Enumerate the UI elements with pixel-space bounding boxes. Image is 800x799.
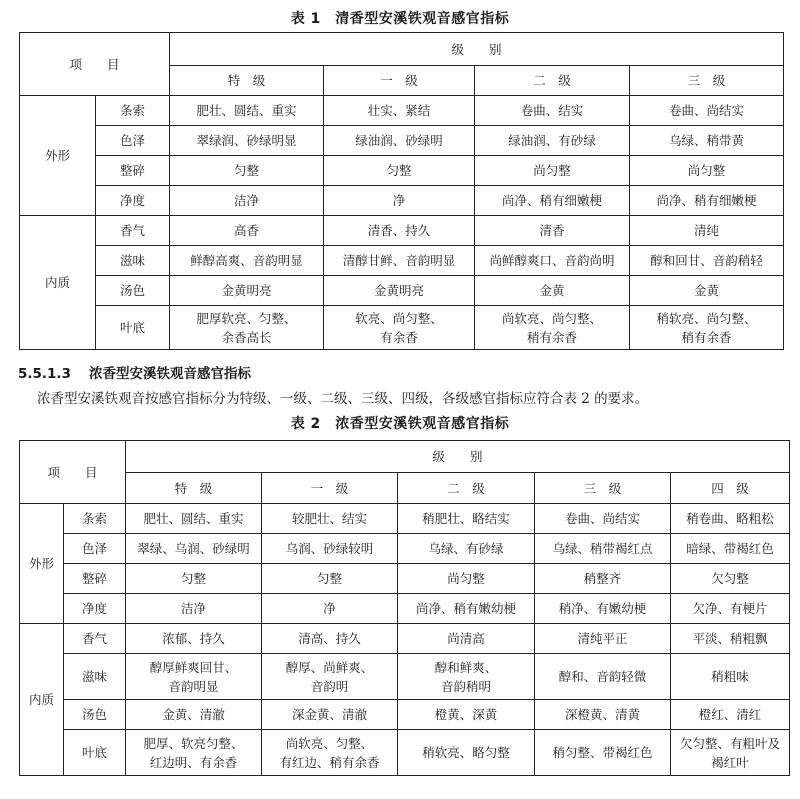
table-cell: 稍肥壮、略结实 <box>398 504 535 534</box>
attribute-label: 色泽 <box>64 534 126 564</box>
grade-header: 三 级 <box>630 66 784 96</box>
table-cell: 深橙黄、清黄 <box>535 700 671 730</box>
table-cell: 尚净、稍有细嫩梗 <box>475 186 630 216</box>
attribute-label: 汤色 <box>96 276 170 306</box>
attribute-label: 条索 <box>96 96 170 126</box>
table-cell: 翠绿润、砂绿明显 <box>170 126 324 156</box>
table-cell <box>475 306 630 350</box>
attribute-label: 净度 <box>96 186 170 216</box>
section-title: 浓香型安溪铁观音感官指标 <box>88 366 251 382</box>
item-header: 项 目 <box>20 33 170 96</box>
grade-header: 二 级 <box>475 66 630 96</box>
cell-line: 醇厚、尚鲜爽、 <box>285 659 374 675</box>
attribute-label: 叶底 <box>96 306 170 350</box>
table-cell: 醇和、音韵轻微 <box>535 654 671 700</box>
table-cell: 洁净 <box>170 186 324 216</box>
table-cell: 金黄、清澈 <box>126 700 262 730</box>
table1 <box>19 32 784 350</box>
attribute-label: 整碎 <box>64 564 126 594</box>
attribute-label: 滋味 <box>64 654 126 700</box>
table-cell: 卷曲、尚结实 <box>630 96 784 126</box>
group-label: 内质 <box>20 216 96 350</box>
cell-line: 肥厚软亮、匀整、 <box>196 310 297 326</box>
cell-line: 红边明、有余香 <box>149 754 238 770</box>
grade-header: 特 级 <box>170 66 324 96</box>
attribute-label: 净度 <box>64 594 126 624</box>
table-cell: 金黄明亮 <box>170 276 324 306</box>
table-cell <box>324 306 475 350</box>
table2-caption: 表 2 浓香型安溪铁观音感官指标 <box>290 416 510 432</box>
table-row <box>20 504 790 534</box>
table-cell: 高香 <box>170 216 324 246</box>
cell-line: 肥厚、软亮匀整、 <box>143 735 244 751</box>
table-cell: 净 <box>324 186 475 216</box>
table-cell: 醇和回甘、音韵稍轻 <box>630 246 784 276</box>
cell-line: 稍有余香 <box>527 329 578 345</box>
table-cell <box>630 306 784 350</box>
attribute-label: 香气 <box>96 216 170 246</box>
cell-line: 尚软亮、匀整、 <box>285 735 374 751</box>
table-row <box>20 730 790 776</box>
table-cell <box>262 730 398 776</box>
section-paragraph: 浓香型安溪铁观音按感官指标分为特级、一级、二级、三级、四级，各级感官指标应符合表 2 的要求。 <box>37 391 649 407</box>
table-cell: 洁净 <box>126 594 262 624</box>
table-cell: 尚匀整 <box>398 564 535 594</box>
table-cell: 绿油润、砂绿明 <box>324 126 475 156</box>
table-cell: 鲜醇高爽、音韵明显 <box>170 246 324 276</box>
cell-line: 软亮、尚匀整、 <box>355 310 443 326</box>
attribute-label: 叶底 <box>64 730 126 776</box>
table-cell: 清纯平正 <box>535 624 671 654</box>
table-cell: 浓郁、持久 <box>126 624 262 654</box>
table-cell: 卷曲、结实 <box>475 96 630 126</box>
table-cell: 金黄 <box>630 276 784 306</box>
attribute-label: 汤色 <box>64 700 126 730</box>
table-cell: 匀整 <box>126 564 262 594</box>
cell-line: 余香高长 <box>221 329 272 345</box>
table-row <box>20 186 784 216</box>
table-cell <box>398 654 535 700</box>
table-cell: 稍整齐 <box>535 564 671 594</box>
cell-line: 有余香 <box>380 329 418 345</box>
table-row <box>20 654 790 700</box>
table-cell: 深金黄、清澈 <box>262 700 398 730</box>
table-cell: 翠绿、乌润、砂绿明 <box>126 534 262 564</box>
table-row <box>20 594 790 624</box>
table-row <box>20 276 784 306</box>
attribute-label: 整碎 <box>96 156 170 186</box>
table-cell: 匀整 <box>170 156 324 186</box>
table-cell: 清高、持久 <box>262 624 398 654</box>
cell-line: 有红边、稍有余香 <box>279 754 380 770</box>
table-cell: 尚匀整 <box>475 156 630 186</box>
group-label: 内质 <box>20 624 64 776</box>
table-cell: 橙黄、深黄 <box>398 700 535 730</box>
cell-line: 稍有余香 <box>681 329 732 345</box>
table-cell: 壮实、紧结 <box>324 96 475 126</box>
table-cell: 清香 <box>475 216 630 246</box>
table-cell: 金黄 <box>475 276 630 306</box>
table-row <box>20 126 784 156</box>
cell-line: 音韵明 <box>310 678 349 694</box>
table-row <box>20 564 790 594</box>
table-cell: 乌绿、有砂绿 <box>398 534 535 564</box>
table-row <box>20 246 784 276</box>
table-row <box>20 96 784 126</box>
table-row <box>20 534 790 564</box>
table-row <box>20 700 790 730</box>
table-cell: 乌绿、稍带黄 <box>630 126 784 156</box>
attribute-label: 滋味 <box>96 246 170 276</box>
table2 <box>19 440 790 776</box>
table-cell: 绿油润、有砂绿 <box>475 126 630 156</box>
table-cell <box>170 306 324 350</box>
cell-line: 稍软亮、尚匀整、 <box>656 310 757 326</box>
table-cell: 暗绿、带褐红色 <box>671 534 790 564</box>
cell-line: 褐红叶 <box>711 754 749 770</box>
table-cell: 稍粗味 <box>671 654 790 700</box>
level-header: 级 别 <box>170 33 784 66</box>
table-cell: 乌润、砂绿较明 <box>262 534 398 564</box>
table-row <box>20 624 790 654</box>
table-cell: 稍净、有嫩幼梗 <box>535 594 671 624</box>
grade-header: 特 级 <box>126 473 262 504</box>
table-cell <box>262 654 398 700</box>
section-number: 5.5.1.3 <box>18 366 71 382</box>
grade-header: 三 级 <box>535 473 671 504</box>
table-row <box>20 216 784 246</box>
table-row <box>20 156 784 186</box>
item-header: 项 目 <box>20 441 126 504</box>
attribute-label: 色泽 <box>96 126 170 156</box>
cell-line: 音韵稍明 <box>441 678 492 694</box>
table-cell: 匀整 <box>262 564 398 594</box>
table-cell: 较肥壮、结实 <box>262 504 398 534</box>
cell-line: 音韵明显 <box>168 678 219 694</box>
table-cell: 尚净、稍有嫩幼梗 <box>398 594 535 624</box>
table-cell: 肥壮、圆结、重实 <box>126 504 262 534</box>
table-cell: 匀整 <box>324 156 475 186</box>
table-cell: 稍卷曲、略粗松 <box>671 504 790 534</box>
table-cell: 尚匀整 <box>630 156 784 186</box>
table-cell: 尚鲜醇爽口、音韵尚明 <box>475 246 630 276</box>
table-cell: 欠净、有梗片 <box>671 594 790 624</box>
table-cell: 尚清高 <box>398 624 535 654</box>
group-label: 外形 <box>20 504 64 624</box>
attribute-label: 条索 <box>64 504 126 534</box>
table-cell: 平淡、稍粗飘 <box>671 624 790 654</box>
section-heading <box>18 362 251 382</box>
table-cell <box>671 730 790 776</box>
table1-caption: 表 1 清香型安溪铁观音感官指标 <box>290 11 510 27</box>
table-cell: 欠匀整 <box>671 564 790 594</box>
cell-line: 醇厚鲜爽回甘、 <box>149 659 238 675</box>
grade-header: 二 级 <box>398 473 535 504</box>
level-header: 级 别 <box>126 441 790 473</box>
table-cell: 乌绿、稍带褐红点 <box>535 534 671 564</box>
table-cell: 清香、持久 <box>324 216 475 246</box>
table-cell: 肥壮、圆结、重实 <box>170 96 324 126</box>
table-cell: 金黄明亮 <box>324 276 475 306</box>
attribute-label: 香气 <box>64 624 126 654</box>
table-cell: 卷曲、尚结实 <box>535 504 671 534</box>
table-cell: 稍软亮、略匀整 <box>398 730 535 776</box>
table-row <box>20 306 784 350</box>
cell-line: 尚软亮、尚匀整、 <box>502 310 603 326</box>
table-cell: 稍匀整、带褐红色 <box>535 730 671 776</box>
table-cell <box>126 730 262 776</box>
cell-line: 醇和鲜爽、 <box>434 659 498 675</box>
grade-header: 一 级 <box>262 473 398 504</box>
cell-line: 欠匀整、有粗叶及 <box>680 735 781 751</box>
grade-header: 四 级 <box>671 473 790 504</box>
group-label: 外形 <box>20 96 96 216</box>
table-cell: 尚净、稍有细嫩梗 <box>630 186 784 216</box>
table-cell: 净 <box>262 594 398 624</box>
grade-header: 一 级 <box>324 66 475 96</box>
table-cell <box>126 654 262 700</box>
table-cell: 清醇甘鲜、音韵明显 <box>324 246 475 276</box>
table-cell: 清纯 <box>630 216 784 246</box>
table-cell: 橙红、清红 <box>671 700 790 730</box>
